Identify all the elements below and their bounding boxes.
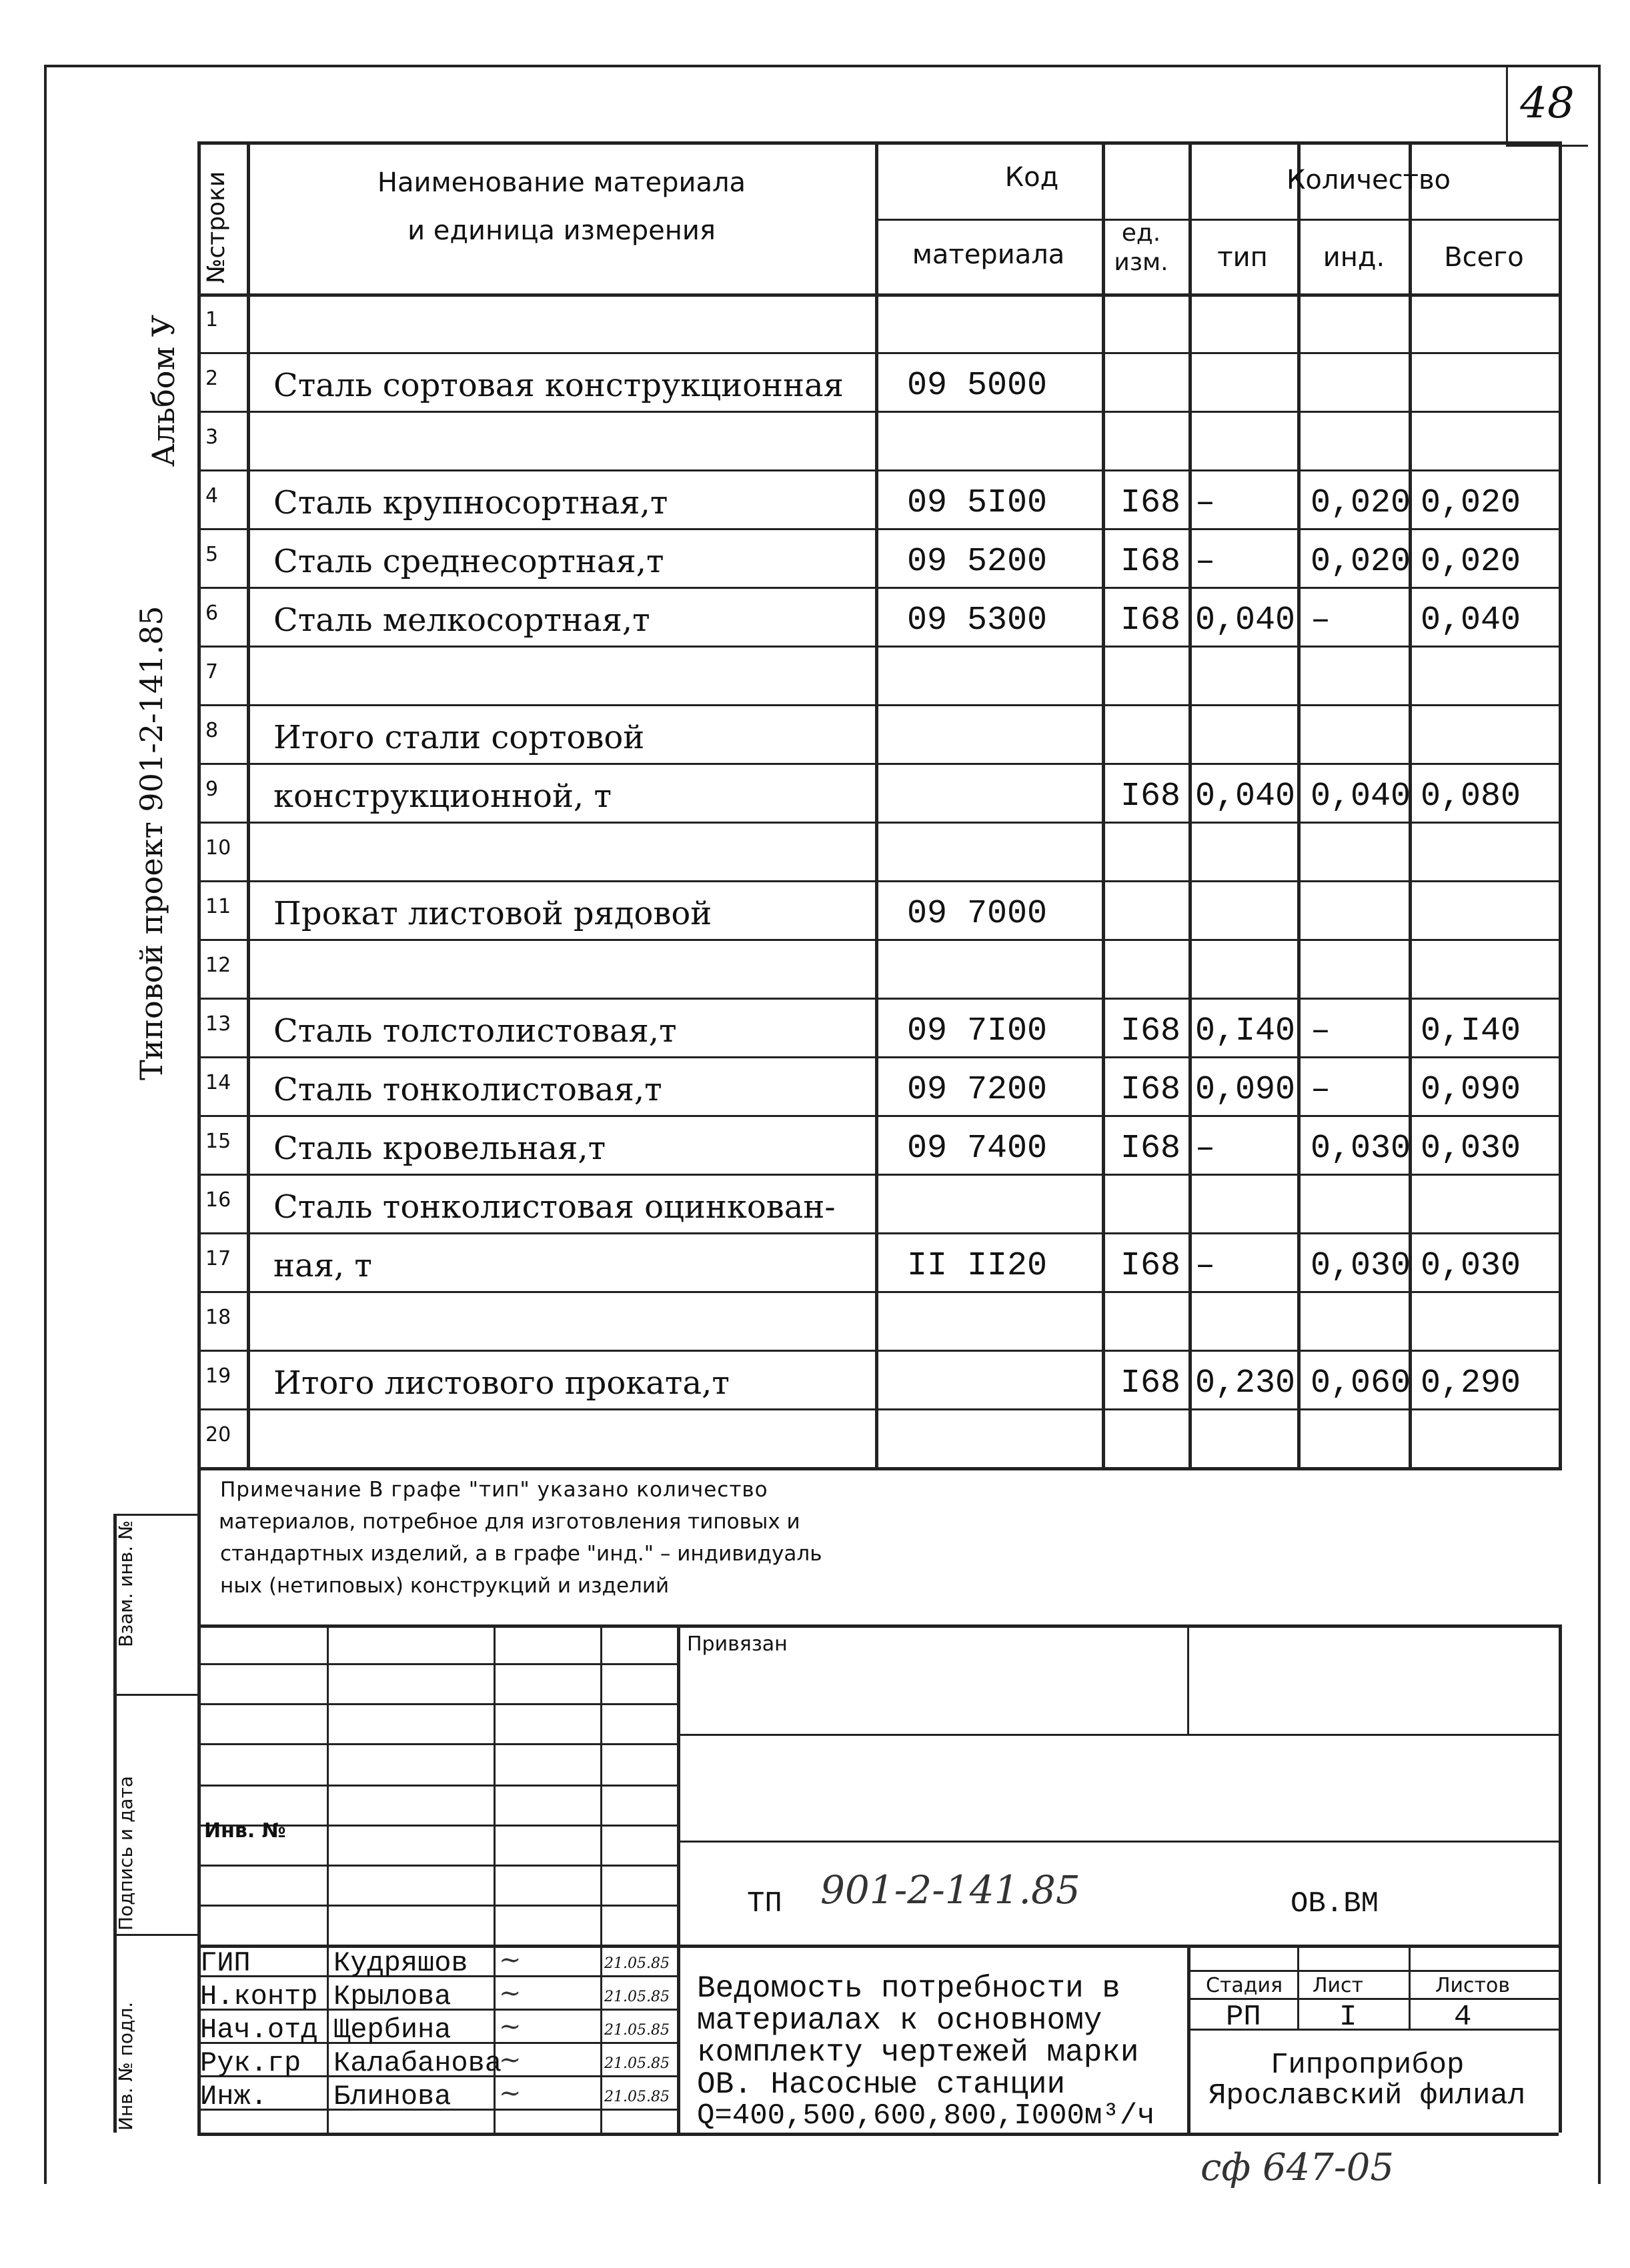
row-name: Сталь сортовая конструкционная <box>273 367 844 404</box>
row-number: 18 <box>205 1306 231 1329</box>
signature-mark: ~ <box>499 1978 522 2009</box>
row-number: 15 <box>205 1130 231 1153</box>
signatory-name: Крылова <box>333 1981 452 2013</box>
row-qty-total: 0,090 <box>1421 1071 1521 1109</box>
grid-line <box>677 1734 1559 1736</box>
grid-line <box>197 646 1559 648</box>
row-unit: I68 <box>1120 1012 1181 1050</box>
signatory-name: Калабанова <box>333 2047 502 2079</box>
grid-line <box>1559 141 1562 1470</box>
signatory-date: 21.05.85 <box>604 2022 670 2039</box>
row-number: 10 <box>205 836 231 860</box>
row-qty-ind: 0,030 <box>1311 1247 1411 1285</box>
grid-line <box>197 998 1559 1000</box>
side-label-album: Альбом У <box>145 314 181 467</box>
row-qty-total: 0,290 <box>1421 1364 1521 1402</box>
org-line2: Ярославский филиал <box>1208 2079 1526 2113</box>
grid-line <box>113 1514 197 1516</box>
grid-line <box>197 528 1559 530</box>
header-code: Код <box>1004 162 1059 193</box>
sheet-value: I <box>1339 2001 1357 2034</box>
signatory-name: Блинова <box>333 2081 452 2113</box>
row-qty-type: 0,090 <box>1195 1071 1296 1109</box>
grid-line <box>1102 141 1105 1467</box>
signatory-date: 21.05.85 <box>604 2089 670 2105</box>
row-number: 16 <box>205 1188 231 1212</box>
signatory-name: Щербина <box>333 2014 452 2046</box>
doc-mark: ОВ.ВМ <box>1291 1887 1379 1921</box>
row-number: 13 <box>205 1012 231 1036</box>
doc-prefix: ТП <box>747 1887 782 1921</box>
row-qty-total: 0,020 <box>1421 484 1521 522</box>
page-number: 48 <box>1520 79 1575 128</box>
margin-podpis: Подпись и дата <box>115 1776 137 1931</box>
privyazan-label: Привязан <box>687 1632 788 1656</box>
grid-line <box>1187 1945 1190 2133</box>
grid-line <box>197 939 1559 941</box>
signatory-role: ГИП <box>200 1947 251 1979</box>
row-name: Сталь среднесортная,т <box>273 543 664 580</box>
header-q-ind: инд. <box>1323 242 1385 273</box>
note-line: стандартных изделий, а в графе "инд." – индивидуаль <box>220 1542 822 1566</box>
grid-line <box>113 1934 197 1936</box>
row-unit: I68 <box>1120 543 1181 581</box>
row-code: II II20 <box>907 1247 1048 1285</box>
side-label-project: Типовой проект 901-2-141.85 <box>133 606 169 1080</box>
row-code: 09 5000 <box>907 367 1048 405</box>
signatory-date: 21.05.85 <box>604 1989 670 2005</box>
signatory-role: Н.контр <box>200 1981 318 2013</box>
note <box>220 1474 1020 1602</box>
stage-label: Стадия <box>1206 1974 1283 1997</box>
grid-line <box>327 1624 329 2133</box>
signatory-role: Инж. <box>200 2081 267 2113</box>
row-number: 8 <box>205 719 219 742</box>
note-line: ных (нетиповых) конструкций и изделий <box>220 1574 670 1598</box>
format-code: сф 647-05 <box>1200 2146 1395 2189</box>
row-qty-ind: 0,030 <box>1311 1130 1411 1168</box>
grid-line <box>197 2133 1559 2136</box>
grid-line <box>197 1703 677 1705</box>
header-q-type: тип <box>1217 242 1268 273</box>
org-line1: Гипроприбор <box>1271 2049 1465 2082</box>
grid-line <box>1188 141 1192 1467</box>
title-line: ОВ. Насосные станции <box>697 2067 1066 2102</box>
grid-line <box>1187 1998 1559 2000</box>
signatory-name: Кудряшов <box>333 1947 468 1979</box>
grid-line <box>1187 1970 1559 1972</box>
row-qty-type: 0,040 <box>1195 778 1296 816</box>
sheets-value: 4 <box>1454 2001 1472 2034</box>
row-qty-type: – <box>1195 1130 1216 1168</box>
row-name: Сталь мелкосортная,т <box>273 602 650 639</box>
row-number: 14 <box>205 1071 231 1094</box>
grid-line <box>677 1841 1559 1843</box>
row-code: 09 5200 <box>907 543 1048 581</box>
grid-line <box>1409 1945 1411 2029</box>
row-qty-total: 0,020 <box>1421 543 1521 581</box>
row-name: ная, т <box>273 1247 372 1284</box>
row-number: 20 <box>205 1423 231 1446</box>
header-code-material: материала <box>912 239 1065 270</box>
margin-vzam: Взам. инв. № <box>115 1520 137 1647</box>
grid-line <box>197 822 1559 824</box>
title-line: Q=400,500,600,800,I000м³/ч <box>697 2099 1155 2133</box>
row-number: 9 <box>205 778 219 801</box>
grid-line <box>197 1174 1559 1176</box>
row-code: 09 7400 <box>907 1130 1048 1168</box>
row-number: 3 <box>205 425 219 449</box>
row-code: 09 7I00 <box>907 1012 1048 1050</box>
row-code: 09 7000 <box>907 895 1048 933</box>
grid-line <box>197 1467 1559 1470</box>
row-qty-type: 0,I40 <box>1195 1012 1296 1050</box>
row-number: 17 <box>205 1247 231 1270</box>
grid-line <box>1187 1624 1189 1734</box>
row-number: 12 <box>205 954 231 977</box>
grid-line <box>197 469 1559 471</box>
row-qty-ind: – <box>1311 602 1331 640</box>
row-qty-type: – <box>1195 484 1216 522</box>
grid-line <box>197 880 1559 882</box>
signature-mark: ~ <box>499 2045 522 2075</box>
signature-mark: ~ <box>499 1945 522 1975</box>
row-name: Прокат листовой рядовой <box>273 895 712 932</box>
header-name: Наименование материала <box>377 167 746 198</box>
row-name: Сталь тонколистовая,т <box>273 1071 662 1108</box>
signature-mark: ~ <box>499 2078 522 2109</box>
grid-line <box>197 1743 677 1745</box>
grid-line <box>113 1694 197 1696</box>
signatory-role: Нач.отд <box>200 2014 318 2046</box>
row-name: конструкционной, т <box>273 778 612 815</box>
row-number: 1 <box>205 308 219 331</box>
grid-line <box>197 1865 677 1867</box>
signatory-date: 21.05.85 <box>604 1955 670 1972</box>
row-qty-total: 0,I40 <box>1421 1012 1521 1050</box>
row-number: 11 <box>205 895 231 918</box>
row-code: 09 7200 <box>907 1071 1048 1109</box>
grid-line <box>875 141 878 1467</box>
row-unit: I68 <box>1120 778 1181 816</box>
grid-line <box>197 1663 677 1665</box>
title-line: комплекту чертежей марки <box>697 2035 1139 2070</box>
grid-line <box>197 352 1559 354</box>
row-name: Сталь толстолистовая,т <box>273 1012 677 1050</box>
row-qty-total: 0,030 <box>1421 1130 1521 1168</box>
row-name: Итого листового проката,т <box>273 1364 730 1402</box>
grid-line <box>1297 141 1301 1467</box>
row-number: 6 <box>205 602 219 625</box>
row-qty-type: – <box>1195 543 1216 581</box>
row-qty-ind: 0,040 <box>1311 778 1411 816</box>
grid-line <box>197 411 1559 413</box>
grid-line <box>197 1056 1559 1058</box>
row-qty-type: 0,040 <box>1195 602 1296 640</box>
row-unit: I68 <box>1120 1364 1181 1402</box>
row-qty-type: – <box>1195 1247 1216 1285</box>
row-unit: I68 <box>1120 1130 1181 1168</box>
grid-line <box>1297 1945 1299 2029</box>
row-qty-total: 0,040 <box>1421 602 1521 640</box>
grid-line <box>875 219 1559 221</box>
row-number: 2 <box>205 367 219 390</box>
title-line: материалах к основному <box>697 2003 1102 2038</box>
row-number: 19 <box>205 1364 231 1388</box>
row-unit: I68 <box>1120 1247 1181 1285</box>
grid-line <box>1559 1624 1562 2133</box>
row-qty-total: 0,030 <box>1421 1247 1521 1285</box>
row-qty-ind: 0,020 <box>1311 484 1411 522</box>
sheets-label: Листов <box>1435 1974 1511 1997</box>
signature-mark: ~ <box>499 2011 522 2042</box>
title-line: Ведомость потребности в <box>697 1971 1120 2006</box>
grid-line <box>197 1408 1559 1410</box>
grid-line <box>197 1905 677 1907</box>
signatory-role: Рук.гр <box>200 2047 301 2079</box>
row-unit: I68 <box>1120 1071 1181 1109</box>
inv-no-label: Инв. № <box>204 1819 286 1843</box>
note-line: материалов, потребное для изготовления типовых и <box>219 1510 800 1534</box>
row-name: Сталь крупносортная,т <box>273 484 668 521</box>
row-code: 09 5I00 <box>907 484 1048 522</box>
row-number: 7 <box>205 660 219 684</box>
row-name: Сталь кровельная,т <box>273 1130 606 1167</box>
signatory-date: 21.05.85 <box>604 2055 670 2072</box>
row-name: Итого стали сортовой <box>273 719 645 756</box>
row-qty-ind: 0,060 <box>1311 1364 1411 1402</box>
doc-number: 901-2-141.85 <box>820 1867 1080 1913</box>
header-quantity: Количество <box>1286 165 1451 195</box>
grid-line <box>197 587 1559 589</box>
grid-line <box>197 1624 1559 1628</box>
sheet-label: Лист <box>1313 1974 1364 1997</box>
header-row-no: №строки <box>203 171 230 283</box>
grid-line <box>197 1115 1559 1117</box>
row-qty-ind: – <box>1311 1012 1331 1050</box>
header-name-unit: и единица измерения <box>408 215 716 246</box>
margin-inv-podl: Инв. № подл. <box>115 2001 137 2131</box>
row-unit: I68 <box>1120 602 1181 640</box>
row-qty-ind: 0,020 <box>1311 543 1411 581</box>
header-q-total: Всего <box>1444 242 1524 273</box>
grid-line <box>197 1350 1559 1352</box>
row-qty-ind: – <box>1311 1071 1331 1109</box>
grid-line <box>197 763 1559 765</box>
grid-line <box>247 141 250 1467</box>
grid-line <box>677 1624 680 2133</box>
grid-line <box>197 1291 1559 1293</box>
header-code-unit: ед. изм. <box>1114 219 1168 276</box>
grid-line <box>197 704 1559 706</box>
stage-value: РП <box>1226 2001 1261 2034</box>
grid-line <box>197 1785 677 1787</box>
grid-line <box>600 1624 602 2133</box>
row-number: 5 <box>205 543 219 566</box>
row-name: Сталь тонколистовая оцинкован- <box>273 1188 836 1226</box>
note-line: Примечание В графе "тип" указано количество <box>220 1478 768 1502</box>
row-unit: I68 <box>1120 484 1181 522</box>
row-qty-total: 0,080 <box>1421 778 1521 816</box>
row-qty-type: 0,230 <box>1195 1364 1296 1402</box>
row-number: 4 <box>205 484 219 507</box>
row-code: 09 5300 <box>907 602 1048 640</box>
grid-line <box>197 1232 1559 1234</box>
